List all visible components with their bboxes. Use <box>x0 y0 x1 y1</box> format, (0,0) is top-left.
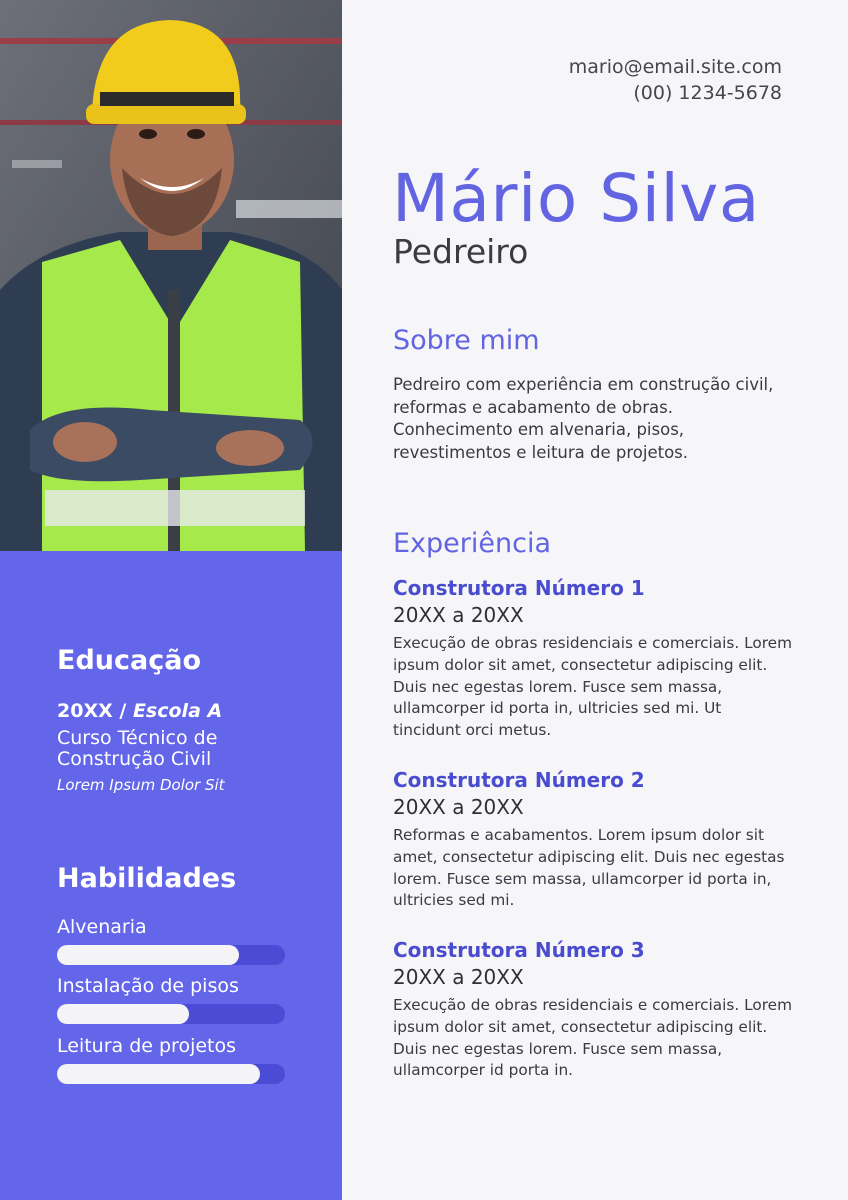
skill-label: Alvenaria <box>57 916 147 938</box>
skill-item <box>57 975 285 1024</box>
skill-bar-fill <box>57 1004 189 1024</box>
right-column <box>342 0 848 1200</box>
skill-bar <box>57 945 285 965</box>
job-description: Reformas e acabamentos. Lorem ipsum dolor sit amet, consectetur adipiscing elit. Duis nec egestas lorem. Fusce sem massa, ullamcorper id porta in, ultricies sed mi. <box>393 826 785 910</box>
contact-email[interactable]: mario@email.site.com <box>568 56 782 78</box>
skill-bar-fill <box>57 1064 260 1084</box>
education-note: Lorem Ipsum Dolor Sit <box>57 776 225 794</box>
skill-bar <box>57 1004 285 1024</box>
skill-item <box>57 1035 285 1084</box>
experience-heading: Experiência <box>393 528 552 559</box>
job-title: Construtora Número 3 <box>393 938 645 962</box>
job-dates: 20XX a 20XX <box>393 603 524 627</box>
experience-item <box>393 576 793 742</box>
contact-phone: (00) 1234-5678 <box>633 82 782 104</box>
job-description: Execução de obras residenciais e comerciais. Lorem ipsum dolor sit amet, consectetur adipiscing elit. Duis nec egestas lorem. Fusce sem massa, ullamcorper id porta in. <box>393 996 792 1080</box>
job-title: Construtora Número 1 <box>393 576 645 600</box>
education-heading: Educação <box>57 645 201 676</box>
education-course: Curso Técnico de Construção Civil <box>57 727 218 770</box>
person-role: Pedreiro <box>393 232 529 271</box>
skill-item <box>57 916 285 965</box>
about-heading: Sobre mim <box>393 325 540 356</box>
about-text: Pedreiro com experiência em construção civil, reformas e acabamento de obras. Conhecimento em alvenaria, pisos, revestimentos e leitura de projetos. <box>393 375 774 462</box>
skill-label: Instalação de pisos <box>57 975 239 997</box>
contact-info <box>569 54 782 106</box>
skill-bar <box>57 1064 285 1084</box>
education-separator: / <box>119 700 127 722</box>
left-column <box>0 0 342 1200</box>
skills-heading: Habilidades <box>57 863 237 894</box>
education-year-school <box>57 700 327 722</box>
skill-bar-fill <box>57 945 239 965</box>
education-entry <box>57 700 327 794</box>
job-description: Execução de obras residenciais e comerciais. Lorem ipsum dolor sit amet, consectetur adipiscing elit. Duis nec egestas lorem. Fusce sem massa, ullamcorper id porta in, ultricies sed mi. Ut tincidunt orci metus. <box>393 634 792 740</box>
experience-item <box>393 768 793 912</box>
person-name: Mário Silva <box>392 160 760 237</box>
profile-photo <box>0 0 342 551</box>
job-dates: 20XX a 20XX <box>393 795 524 819</box>
education-year: 20XX <box>57 700 113 722</box>
job-dates: 20XX a 20XX <box>393 965 524 989</box>
education-school: Escola A <box>132 700 223 722</box>
skill-label: Leitura de projetos <box>57 1035 237 1057</box>
job-title: Construtora Número 2 <box>393 768 645 792</box>
experience-item <box>393 938 793 1082</box>
